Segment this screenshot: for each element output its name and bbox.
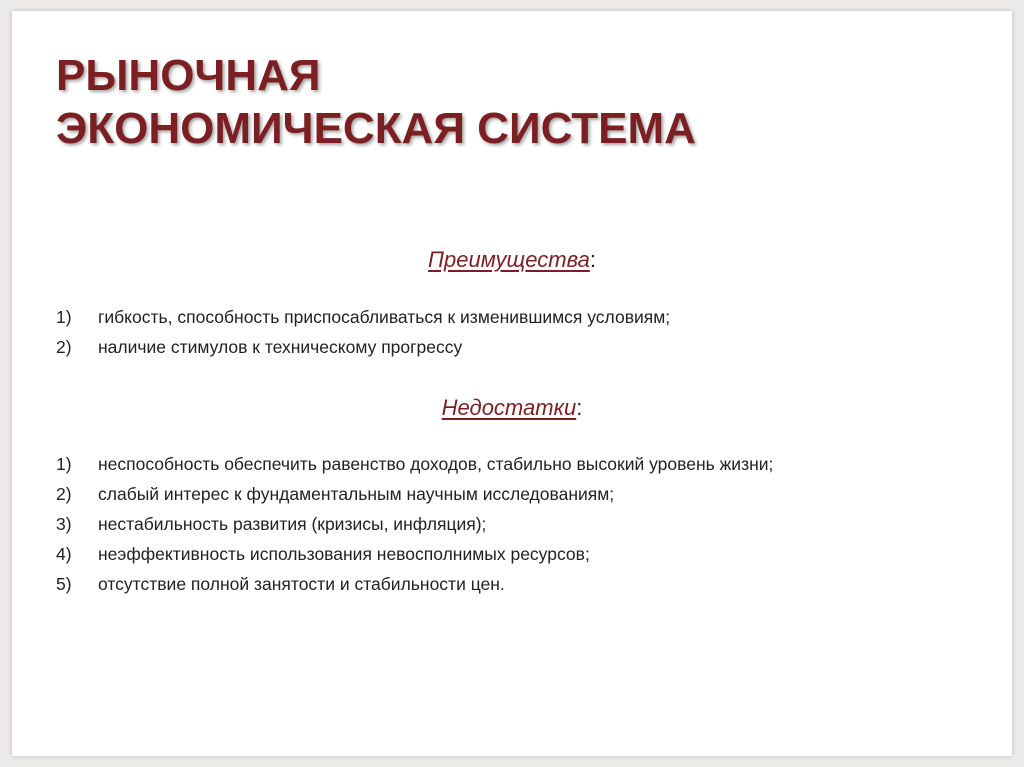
list-item [56,539,976,569]
list-item-text: отсутствие полной занятости и стабильности цен. [98,574,505,594]
list-item-text: гибкость, способность приспосабливаться к изменившимся условиям; [98,307,671,327]
list-item-number: 1) [56,307,72,327]
list-item-text: нестабильность развития (кризисы, инфляция); [98,514,487,534]
title-line-1: РЫНОЧНАЯ [56,51,321,100]
advantages-heading-text: Преимущества [428,247,590,272]
advantages-heading-colon: : [589,247,596,272]
list-item-number: 2) [56,484,72,504]
list-item-number: 4) [56,544,72,564]
list-item-number: 3) [56,514,72,534]
list-item [56,332,976,362]
list-item [56,479,976,509]
list-item [56,449,976,479]
disadvantages-heading [12,395,1012,421]
advantages-list [56,302,976,362]
slide [12,11,1012,756]
list-item-text: неэффективность использования невосполнимых ресурсов; [98,544,590,564]
disadvantages-list [56,449,976,599]
slide-title [56,49,696,155]
advantages-heading [12,247,1012,273]
list-item [56,569,976,599]
list-item-number: 2) [56,337,72,357]
list-item-text: неспособность обеспечить равенство доходов, стабильно высокий уровень жизни; [98,454,774,474]
list-item [56,302,976,332]
list-item [56,509,976,539]
title-line-2: ЭКОНОМИЧЕСКАЯ СИСТЕМА [56,104,696,153]
list-item-text: наличие стимулов к техническому прогрессу [98,337,463,357]
list-item-number: 5) [56,574,72,594]
disadvantages-heading-text: Недостатки [441,395,577,420]
disadvantages-heading-colon: : [576,395,583,420]
list-item-text: слабый интерес к фундаментальным научным исследованиям; [98,484,615,504]
list-item-number: 1) [56,454,72,474]
